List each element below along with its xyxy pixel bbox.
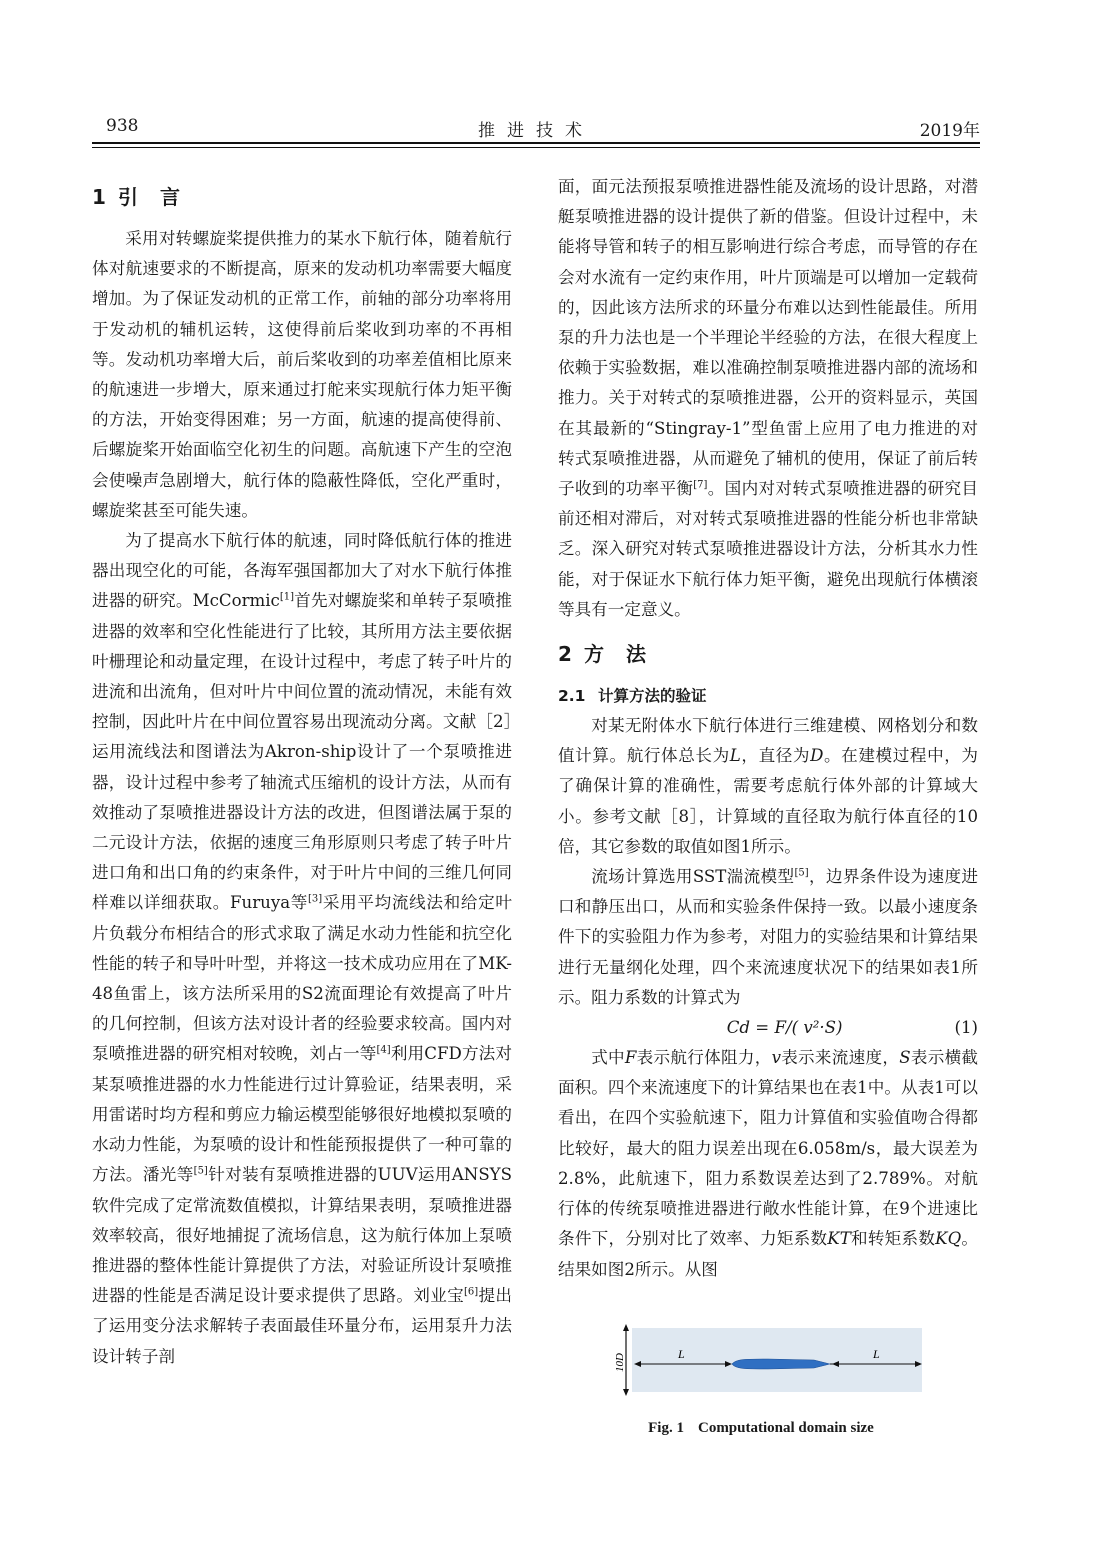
citation: [1] [279, 591, 295, 603]
figure-caption [558, 1420, 978, 1437]
section-2-1-heading: 2.1 计算方法的验证 [558, 687, 707, 706]
right-length-label: L [873, 1347, 880, 1361]
paragraph: 采用对转螺旋桨提供推力的某水下航行体，随着航行体对航速要求的不断提高，原来的发动机功率需要大幅度增加。为了保证发动机的正常工作，前轴的部分功率将用于发动机的辅机运转，这使得前后桨收到功率的不再相等。发动机功率增大后，前后桨收到的功率差值相比原来的航速进一步增大，原来通过打舵来实现航行体力矩平衡的方法，开始变得困难；另一方面，航速的提高使得前、后螺旋桨开始面临空化初生的问题。高航速下产生的空泡会使噪声急剧增大，航行体的隐蔽性降低，空化严重时，螺旋桨甚至可能失速。 [92, 229, 512, 520]
header-rule-thick [92, 142, 980, 144]
citation: [3] [308, 893, 323, 905]
arrow-down-icon [623, 1389, 629, 1396]
citation: [6] [464, 1286, 479, 1298]
header-rule-thin [92, 147, 980, 148]
left-length-label: L [678, 1347, 685, 1361]
citation: [7] [693, 479, 708, 491]
journal-name: 推进技术 [478, 121, 594, 141]
journal-year: 2019年 [919, 121, 980, 141]
figure-1 [614, 1320, 928, 1404]
equation-1 [558, 1013, 978, 1043]
paragraph: 流场计算选用SST湍流模型[5]，边界条件设为速度进口和静压出口，从而和实验条件保持一致。以最小速度条件下的实验阻力作为参考，对阻力的实验结果和计算结果进行无量纲化处理，四个来流速度状况下的结果如表1所示。阻力系数的计算式为 [558, 867, 978, 1007]
computational-domain-diagram [614, 1320, 928, 1400]
citation: [5] [193, 1165, 208, 1177]
height-label: 10D [614, 1353, 626, 1372]
page-header [92, 116, 980, 140]
section-1-heading: 1 引言 [92, 185, 202, 209]
citation: [5] [794, 867, 809, 879]
left-column [92, 172, 512, 1372]
page-number: 938 [106, 116, 139, 136]
right-column [558, 172, 978, 1285]
citation: [4] [376, 1044, 391, 1056]
paragraph: 对某无附体水下航行体进行三维建模、网格划分和数值计算。航行体总长为L，直径为D。在建模过程中，为了确保计算的准确性，需要考虑航行体外部的计算域大小。参考文献［8］，计算域的直径取为航行体直径的10倍，其它参数的取值如图1所示。 [558, 716, 979, 856]
figure-title: Computational domain size [697, 1420, 874, 1436]
arrow-up-icon [623, 1324, 629, 1331]
paragraph: 面，面元法预报泵喷推进器性能及流场的设计思路，对潜艇泵喷推进器的设计提供了新的借鉴。但设计过程中，未能将导管和转子的相互影响进行综合考虑，而导管的存在会对水流有一定约束作用，叶片顶端是可以增加一定载荷的，因此该方法所求的环量分布难以达到性能最佳。所用泵的升力法也是一个半理论半经验的方法，在很大程度上依赖于实验数据，难以准确控制泵喷推进器内部的流场和推力。关于对转式的泵喷推进器，公开的资料显示，英国在其最新的“Stingray-1”型鱼雷上应用了电力推进的对转式泵喷推进器，从而避免了辅机的使用，保证了前后转子收到的功率平衡[7]。国内对对转式泵喷推进器的研究目前还相对滞后，对对转式泵喷推进器的性能分析也非常缺乏。深入研究对转式泵喷推进器设计方法，分析其水力性能，对于保证水下航行体力矩平衡，避免出现航行体横滚等具有一定意义。 [558, 177, 979, 619]
section-2-heading: 2 方法 [558, 642, 668, 667]
equation-number: (1) [954, 1018, 978, 1038]
paragraph: 式中F表示航行体阻力，v表示来流速度，S表示横截面积。四个来流速度下的计算结果也在表1中。从表1可以看出，在四个实验航速下，阻力计算值和实验值吻合得都比较好，最大的阻力误差出现在6.058m/s，最大误差为2.8%，此航速下，阻力系数误差达到了2.789%。对航行体的传统泵喷推进器进行敞水性能计算，在9个进速比条件下，分别对比了效率、力矩系数KT和转矩系数KQ。结果如图2所示。从图 [558, 1048, 979, 1279]
paragraph: 为了提高水下航行体的航速，同时降低航行体的推进器出现空化的可能，各海军强国都加大了对水下航行体推进器的研究。McCormic[1]首先对螺旋桨和单转子泵喷推进器的效率和空化性能进行了比较，其所用方法主要依据叶栅理论和动量定理，在设计过程中，考虑了转子叶片的进流和出流角，但对叶片中间位置的流动情况，未能有效控制，因此叶片在中间位置容易出现流动分离。文献［2］运用流线法和图谱法为Akron-ship设计了一个泵喷推进器，设计过程中参考了轴流式压缩机的设计方法，从而有效推动了泵喷推进器设计方法的改进，但图谱法属于泵的二元设计方法，依据的速度三角形原则只考虑了转子叶片进口角和出口角的约束条件，对于叶片中间的三维几何同样难以详细获取。Furuya等[3]采用平均流线法和给定叶片负载分布相结合的形式求取了满足水动力性能和抗空化性能的转子和导叶叶型，并将这一技术成功应用在了MK-48鱼雷上，该方法所采用的S2流面理论有效提高了叶片的几何控制，但该方法对设计者的经验要求较高。国内对泵喷推进器的研究相对较晚，刘占一等[4]利用CFD方法对某泵喷推进器的水力性能进行过计算验证，结果表明，采用雷诺时均方程和剪应力输运模型能够很好地模拟泵喷的水动力性能，为泵喷的设计和性能预报提供了一种可靠的方法。潘光等[5]针对装有泵喷推进器的UUV运用ANSYS软件完成了定常流数值模拟，计算结果表明，泵喷推进器效率较高，很好地捕捉了流场信息，这为航行体加上泵喷推进器的整体性能计算提供了方法，对验证所设计泵喷推进器的性能是否满足设计要求提供了思路。刘业宝[6]提出了运用变分法求解转子表面最佳环量分布，运用泵升力法设计转子剖 [92, 531, 513, 1366]
vehicle-body [732, 1359, 830, 1369]
equation-body: Cd = F/( v²·S) [726, 1018, 843, 1038]
figure-number: Fig. 1 [648, 1420, 684, 1436]
